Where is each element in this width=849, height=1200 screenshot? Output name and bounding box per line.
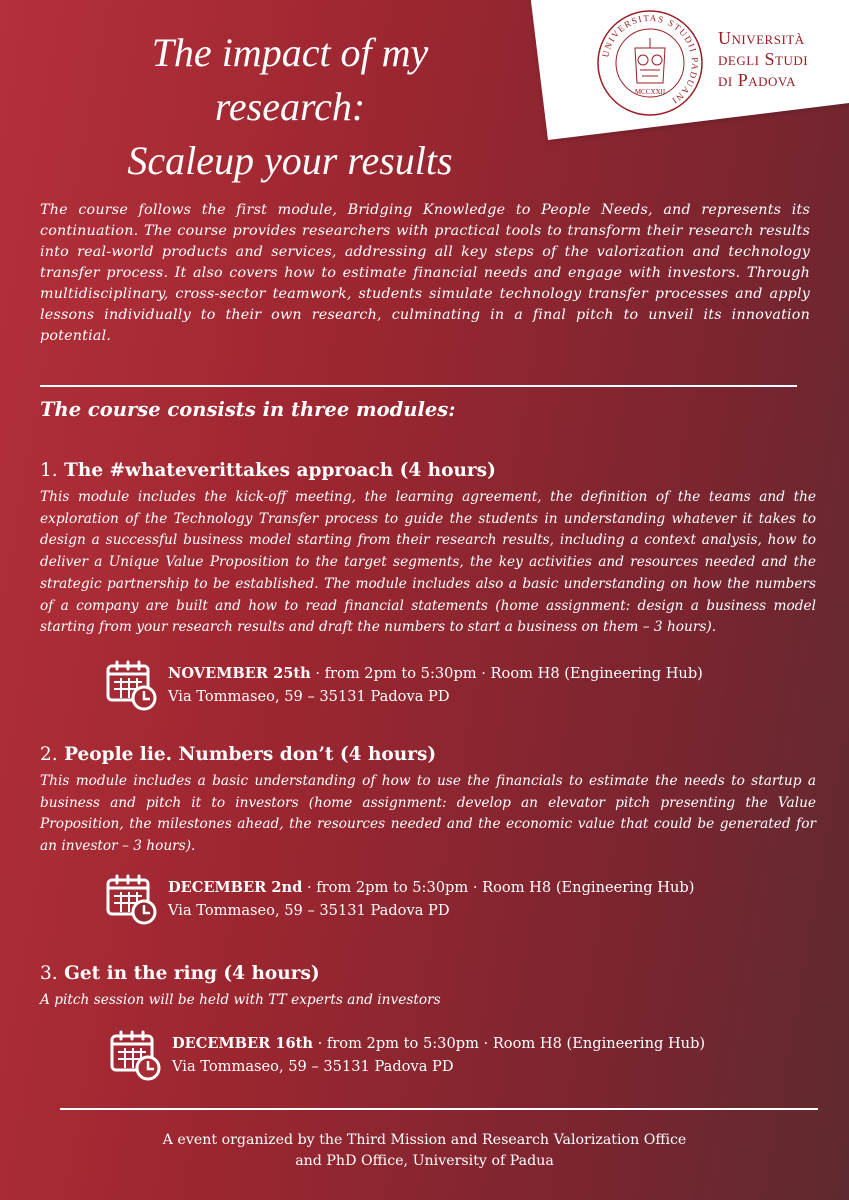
university-name-line2: degli Studi	[718, 49, 809, 69]
intro-paragraph: The course follows the first module, Bridging Knowledge to People Needs, and represents its continuation. The course provides researchers with practical tools to transform their research results into real-world products and services, addressing all key steps of the valorization and technology transfer process. It also covers how to estimate financial needs and engage with investors. Through multidisciplinary, cross-sector teamwork, students simulate technology transfer processes and apply lessons individually to their own research, culminating in a final pitch to unveil its innovation potential.	[40, 202, 810, 344]
page-title	[40, 26, 540, 188]
module-3-title	[40, 963, 320, 984]
module-3-title-text: Get in the ring (4 hours)	[64, 963, 320, 984]
module-1-description: This module includes the kick-off meeting, the learning agreement, the definition of the teams and the exploration of the Technology Transfer process to guide the students in understanding whatever it takes to design a successful business model starting from their research results, including a context analysis, how to deliver a Unique Value Proposition to the target segments, the key activities and resources needed and the strategic partnership to be established. The module includes also a basic understanding on how the numbers of a company are built and how to read financial statements (home assignment: design a business model starting from your research results and draft the numbers to start a business on them – 3 hours).	[40, 489, 816, 636]
footer	[0, 1130, 849, 1172]
module-2-title-text: People lie. Numbers don’t (4 hours)	[64, 744, 437, 765]
footer-line1: A event organized by the Third Mission and Research Valorization Office	[162, 1132, 687, 1148]
university-name-line3: di Padova	[718, 70, 796, 90]
module-1-address: Via Tommaseo, 59 – 35131 Padova PD	[168, 688, 450, 705]
module-2-address: Via Tommaseo, 59 – 35131 Padova PD	[168, 902, 450, 919]
modules-heading: The course consists in three modules:	[40, 398, 456, 421]
university-seal	[595, 8, 705, 118]
footer-line2: and PhD Office, University of Padua	[295, 1153, 554, 1169]
title-line1: The impact of my	[151, 30, 429, 75]
svg-text:MCCXXII: MCCXXII	[634, 88, 666, 96]
calendar-clock-icon	[106, 660, 158, 712]
module-2-description: This module includes a basic understanding of how to use the financials to estimate the needs to startup a business and pitch it to investors (home assignment: develop an elevator pitch presenting the Value Proposition, the milestones ahead, the resources needed and the economic value that could be generated for an investor – 3 hours).	[40, 773, 816, 855]
module-3-date: DECEMBER 16th	[172, 1035, 313, 1052]
module-2-title	[40, 744, 436, 765]
module-2-details: · from 2pm to 5:30pm · Room H8 (Engineering Hub)	[302, 879, 695, 896]
module-3-description: A pitch session will be held with TT experts and investors	[40, 992, 441, 1008]
title-line2: research:	[214, 84, 366, 129]
calendar-clock-icon	[106, 874, 158, 926]
university-name	[718, 28, 848, 91]
divider-bottom	[60, 1108, 818, 1110]
module-1-title	[40, 460, 496, 481]
module-1-title-text: The #whateverittakes approach (4 hours)	[64, 460, 496, 481]
module-1-date: NOVEMBER 25th	[168, 665, 311, 682]
university-name-line1: Università	[718, 28, 805, 48]
divider-top	[40, 385, 797, 387]
calendar-clock-icon	[110, 1030, 162, 1082]
module-3-details: · from 2pm to 5:30pm · Room H8 (Engineering Hub)	[313, 1035, 706, 1052]
module-3-address: Via Tommaseo, 59 – 35131 Padova PD	[172, 1058, 454, 1075]
module-2-number: 2.	[40, 744, 58, 765]
module-1-number: 1.	[40, 460, 58, 481]
title-line3: Scaleup your results	[127, 138, 453, 183]
module-1-details: · from 2pm to 5:30pm · Room H8 (Engineering Hub)	[310, 665, 703, 682]
svg-text:UNIVERSITAS STUDII PADUANI: UNIVERSITAS STUDII PADUANI	[600, 12, 701, 107]
module-3-number: 3.	[40, 963, 58, 984]
module-2-date: DECEMBER 2nd	[168, 879, 303, 896]
